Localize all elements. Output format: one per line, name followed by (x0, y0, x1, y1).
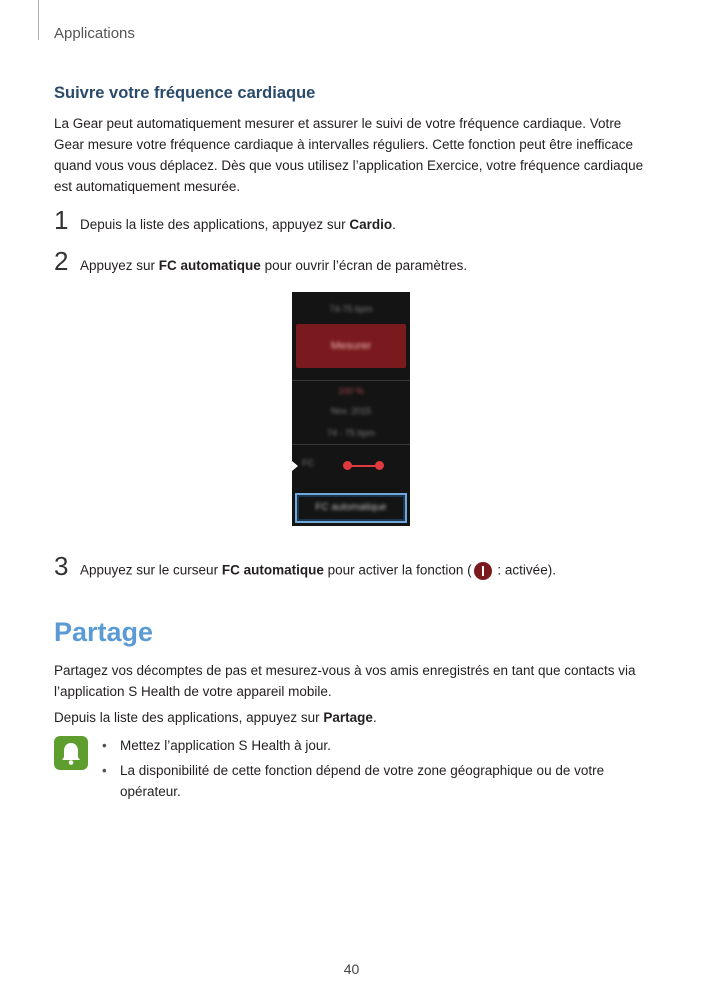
page-number: 40 (343, 961, 360, 977)
pointer-arrow-icon (292, 461, 298, 471)
running-header: Applications (54, 25, 135, 42)
screen-separator (292, 444, 410, 445)
step-text: Appuyez sur FC automatique pour ouvrir l’écran de paramètres. (80, 258, 468, 273)
step-3 (54, 551, 556, 582)
screen-mid-line-1: 100 % (338, 386, 364, 396)
screen-mid-line-2: Nov. 2015 (330, 406, 372, 416)
intro-paragraph: La Gear peut automatiquement mesurer et assurer le suivi de votre fréquence cardiaque. Votre Gear mesure votre fréquence cardiaque à intervalles réguliers. Cette fonction peut être inefficace quand vous vous déplacez. Dès que vous utilisez l’application Exercice, votre fréquence cardiaque est automatiquement mesurée. (54, 116, 644, 194)
ui-term-fc-automatique: FC automatique (221, 563, 324, 578)
notification-bell-icon (54, 736, 88, 770)
list-item: • Mettez l’application S Health à jour. (102, 738, 331, 753)
screen-top-text: 74-75 bpm (329, 304, 373, 314)
step-text: Depuis la liste des applications, appuyez sur Cardio. (80, 217, 396, 232)
step-text: Appuyez sur le curseur FC automatique pour activer la fonction ( : activée). (80, 562, 556, 580)
screen-measure-button: Mesurer (296, 324, 406, 368)
screen-separator (292, 380, 410, 381)
step-2 (54, 246, 467, 277)
ui-term-fc-automatique: FC automatique (158, 258, 261, 273)
ui-term-partage: Partage (323, 710, 373, 725)
step-number: 3 (54, 551, 69, 581)
step-1 (54, 205, 396, 236)
list-item: • La disponibilité de cette fonction dépend de votre zone géographique ou de votre opérateur. (102, 763, 605, 799)
page-corner-line (38, 0, 39, 40)
slider-start-dot (343, 461, 352, 470)
notes-list (102, 735, 642, 806)
screen-mid-line-3: 74 - 75 bpm (326, 428, 376, 438)
ui-term-cardio: Cardio (349, 217, 393, 232)
slider-end-dot (375, 461, 384, 470)
step-number: 2 (54, 246, 69, 276)
screen-fc-automatique-button: FC automatique (295, 493, 407, 523)
section-title-heart-rate: Suivre votre fréquence cardiaque (54, 84, 316, 102)
partage-instruction: Depuis la liste des applications, appuyez sur Partage. (54, 710, 377, 725)
switch-on-icon (474, 562, 492, 580)
section-title-partage: Partage (54, 617, 154, 647)
step-number: 1 (54, 205, 69, 235)
partage-paragraph: Partagez vos décomptes de pas et mesurez-vous à vos amis enregistrés en tant que contacts via l’application S Health de votre appareil mobile. (54, 663, 636, 699)
watch-screenshot (292, 292, 410, 526)
screen-row-label: FC (302, 458, 314, 468)
